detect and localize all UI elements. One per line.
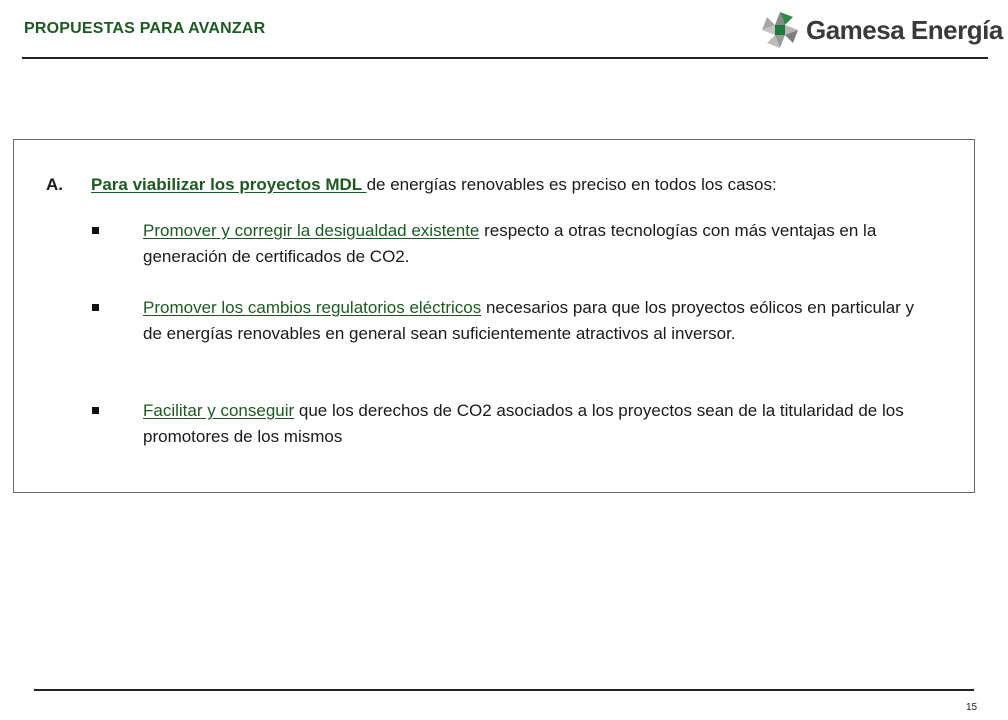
content-box bbox=[13, 139, 975, 493]
bullet-link-3[interactable]: Facilitar y conseguir bbox=[143, 401, 295, 420]
bullet-rest-2: necesarios para que los proyectos eólicos en particular y de energías renovables en general sean suficientemente atractivos al inversor. bbox=[143, 298, 915, 343]
point-a-rest: de energías renovables es preciso en todos los casos: bbox=[366, 175, 777, 194]
bullet-link-2[interactable]: Promover los cambios regulatorios eléctricos bbox=[143, 298, 482, 317]
square-bullet-icon bbox=[92, 227, 99, 234]
gamesa-star-logo-icon bbox=[760, 10, 800, 50]
bullet-text bbox=[143, 295, 933, 347]
bullet-text bbox=[143, 218, 933, 270]
page-number: 15 bbox=[966, 702, 978, 713]
square-bullet-icon bbox=[92, 304, 99, 311]
point-a-letter: A. bbox=[46, 175, 63, 194]
page-title: PROPUESTAS PARA AVANZAR bbox=[24, 20, 266, 37]
bullet-text bbox=[143, 398, 933, 450]
square-bullet-icon bbox=[92, 407, 99, 414]
company-logo bbox=[760, 10, 1003, 50]
bullet-rest-3: que los derechos de CO2 asociados a los proyectos sean de la titularidad de los promotores de los mismos bbox=[143, 401, 904, 446]
header-divider bbox=[22, 57, 988, 59]
footer-divider bbox=[34, 689, 974, 691]
logo-text: Gamesa Energía bbox=[806, 14, 1003, 45]
bullet-link-1[interactable]: Promover y corregir la desigualdad existente bbox=[143, 221, 480, 240]
bullet-rest-1: respecto a otras tecnologías con más ventajas en la generación de certificados de CO2. bbox=[143, 221, 877, 266]
point-a-link[interactable]: Para viabilizar los proyectos MDL bbox=[91, 175, 367, 194]
point-a-text bbox=[91, 172, 777, 198]
